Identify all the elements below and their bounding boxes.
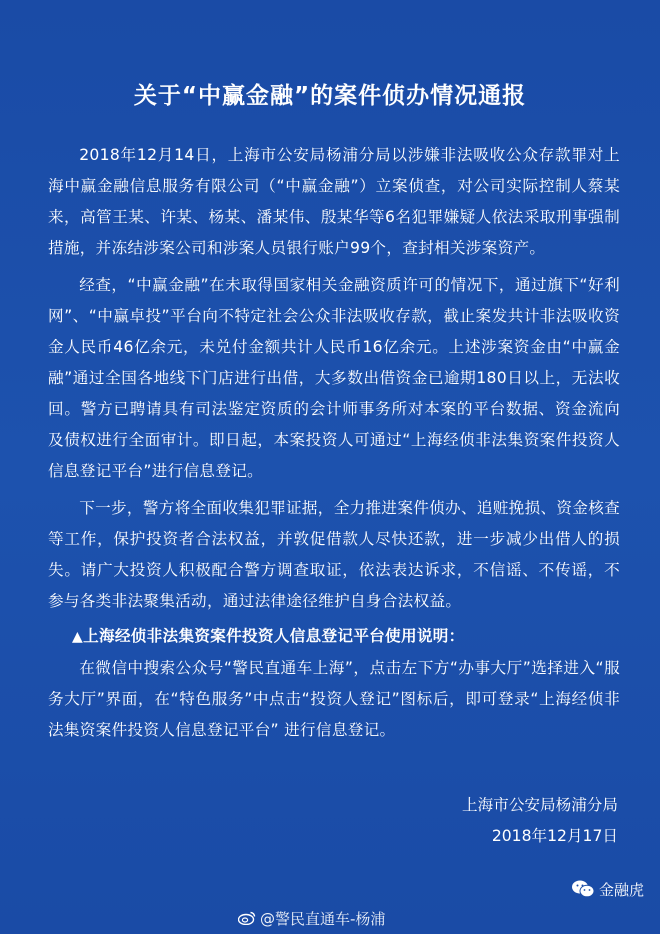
signature-org: 上海市公安局杨浦分局 [462, 796, 618, 814]
wechat-icon [571, 878, 595, 900]
paragraph-1: 2018年12月14日，上海市公安局杨浦分局以涉嫌非法吸收公众存款罪对上海中赢金融信息服务有限公司（“中赢金融”）立案侦查，对公司实际控制人蔡某来，高管王某、许某、杨某、潘某伟、殷某华等6名犯罪嫌疑人依法采取刑事强制措施，并冻结涉案公司和涉案人员银行账户99个，查封相关涉案资产。 [48, 146, 620, 257]
weibo-watermark [238, 908, 385, 929]
signature-date: 2018年12月17日 [491, 827, 618, 845]
instructions-heading [72, 621, 620, 653]
paragraph-2: 经查，“中赢金融”在未取得国家相关金融资质许可的情况下，通过旗下“好利网”、“中赢卓投”平台向不特定社会公众非法吸收存款，截止案发共计非法吸收资金人民币46亿余元，未兑付金额共计人民币16亿余元。上述涉案资金由“中赢金融”通过全国各地线下门店进行出借，大多数出借资金已逾期180日以上，无法收回。警方已聘请具有司法鉴定资质的会计师事务所对本案的平台数据、资金流向及债权进行全面审计。即日起，本案投资人可通过“上海经侦非法集资案件投资人信息登记平台”进行信息登记。 [48, 276, 620, 480]
weibo-handle: @警民直通车-杨浦 [260, 910, 386, 928]
instructions-paragraph: 在微信中搜索公众号“警民直通车上海”，点击左下方“办事大厅”选择进入“服务大厅”界面，在“特色服务”中点击“投资人登记”图标后，即可登录“上海经侦非法集资案件投资人信息登记平台” 进行信息登记。 [48, 659, 620, 739]
watermark-bar [0, 881, 660, 934]
signature-block [462, 790, 618, 852]
instructions-heading-text: 上海经侦非法集资案件投资人信息登记平台使用说明： [83, 627, 465, 645]
weibo-icon [238, 911, 256, 925]
brand-text: 金融虎 [598, 881, 644, 899]
notice-body [48, 140, 620, 746]
paragraph-3: 下一步，警方将全面收集犯罪证据，全力推进案件侦办、追赃挽损、资金核查等工作，保护投资者合法权益，并敦促借款人尽快还款，进一步减少出借人的损失。请广大投资人积极配合警方调查取证，依法表达诉求，不信谣、不传谣，不参与各类非法聚集活动，通过法律途径维护自身合法权益。 [48, 499, 620, 610]
brand-watermark [571, 878, 644, 908]
triangle-marker-icon: ▲ [72, 629, 84, 645]
notice-title: 关于“中赢金融”的案件侦办情况通报 [133, 83, 527, 109]
